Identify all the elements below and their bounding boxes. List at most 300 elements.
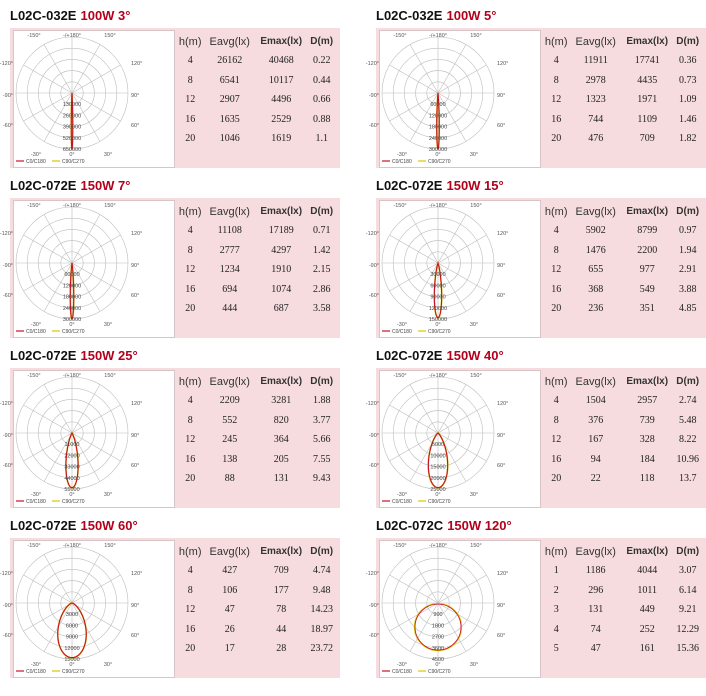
table-cell: 16 bbox=[551, 283, 562, 295]
column-header: Emax(lx) bbox=[626, 206, 669, 217]
polar-grid-spoke bbox=[72, 385, 100, 433]
table-cell: 12 bbox=[551, 94, 562, 106]
radial-tick-label: 120000 bbox=[428, 113, 448, 120]
radial-tick-label: 3600 bbox=[431, 645, 445, 652]
table-cell: 3281 bbox=[271, 395, 292, 407]
column-header: Emax(lx) bbox=[626, 36, 669, 47]
table-header-row bbox=[176, 372, 336, 391]
legend-label-c90-c270: C90/C270 bbox=[62, 159, 85, 165]
table-cell: 368 bbox=[588, 283, 604, 295]
polar-chart-svg bbox=[0, 371, 174, 507]
angle-label: -90° bbox=[368, 433, 379, 439]
angle-label: -90° bbox=[2, 603, 13, 609]
angle-label: 120° bbox=[131, 231, 143, 237]
angle-label: 90° bbox=[131, 603, 140, 609]
angle-label: -150° bbox=[393, 373, 407, 379]
column-header: D(m) bbox=[310, 546, 334, 557]
column-header: D(m) bbox=[676, 376, 700, 387]
table-row bbox=[542, 450, 702, 470]
polar-grid-spoke bbox=[72, 65, 120, 93]
legend-label-c90-c270: C90/C270 bbox=[428, 159, 451, 165]
table-row bbox=[542, 110, 702, 130]
panel-body bbox=[0, 198, 340, 338]
polar-diagram bbox=[0, 540, 175, 678]
column-header: D(m) bbox=[676, 546, 700, 557]
panel-title bbox=[376, 6, 497, 26]
angle-label: -150° bbox=[27, 543, 41, 549]
radial-tick-label: 180000 bbox=[428, 124, 448, 131]
table-header-row bbox=[542, 372, 702, 391]
table-cell: 4 bbox=[187, 565, 193, 577]
table-cell: 12 bbox=[185, 434, 196, 446]
table-cell: 10117 bbox=[268, 74, 294, 86]
table-cell: 2.74 bbox=[678, 395, 697, 407]
angle-label: -60° bbox=[2, 463, 13, 469]
polar-grid-spoke bbox=[24, 405, 72, 433]
table-cell: 4 bbox=[553, 225, 559, 237]
panel-title bbox=[10, 176, 131, 196]
table-row bbox=[542, 639, 702, 659]
polar-grid-spoke bbox=[72, 603, 120, 631]
table-cell: 4044 bbox=[637, 565, 658, 577]
table-cell: 0.22 bbox=[312, 55, 331, 67]
table-cell: 17189 bbox=[268, 225, 294, 237]
column-header: Eavg(lx) bbox=[209, 545, 250, 558]
column-header: Emax(lx) bbox=[260, 36, 303, 47]
table-row bbox=[542, 90, 702, 110]
radial-tick-label: 5000 bbox=[431, 442, 445, 449]
table-cell: 2209 bbox=[219, 395, 240, 407]
model-name: L02C-072E bbox=[10, 178, 77, 193]
radial-tick-label: 900 bbox=[433, 612, 443, 619]
table-cell: 4.74 bbox=[312, 565, 331, 577]
polar-grid-spoke bbox=[72, 235, 120, 263]
table-cell: 5 bbox=[553, 643, 559, 655]
table-cell: 20 bbox=[551, 473, 562, 485]
photometric-panel bbox=[0, 176, 340, 338]
table-cell: 12 bbox=[185, 264, 196, 276]
radial-tick-label: 650000 bbox=[62, 147, 82, 153]
angle-label: 0° bbox=[435, 492, 441, 498]
illuminance-table bbox=[542, 542, 702, 659]
photometric-panel bbox=[365, 176, 706, 338]
table-cell: 5.66 bbox=[312, 434, 331, 446]
column-header: Eavg(lx) bbox=[575, 375, 616, 388]
power-beam-spec: 150W 120° bbox=[447, 518, 512, 533]
panel-body bbox=[0, 368, 340, 508]
table-cell: 8 bbox=[553, 414, 559, 426]
table-cell: 4 bbox=[187, 395, 193, 407]
angle-label: -150° bbox=[27, 203, 41, 209]
table-cell: 12 bbox=[185, 94, 196, 106]
polar-grid-spoke bbox=[72, 405, 120, 433]
table-cell: 744 bbox=[588, 113, 604, 125]
table-cell: 655 bbox=[588, 264, 604, 276]
table-row bbox=[542, 411, 702, 431]
angle-label: 0° bbox=[69, 152, 75, 158]
angle-label: -30° bbox=[396, 152, 408, 158]
table-cell: 118 bbox=[639, 473, 655, 485]
polar-diagram bbox=[365, 540, 541, 678]
table-row bbox=[176, 51, 336, 71]
table-cell: 78 bbox=[276, 604, 287, 616]
table-cell: 245 bbox=[222, 434, 238, 446]
polar-grid-spoke bbox=[410, 555, 438, 603]
table-cell: 1.94 bbox=[678, 244, 697, 256]
power-beam-spec: 150W 25° bbox=[80, 348, 138, 363]
angle-label: 90° bbox=[497, 433, 506, 439]
angle-label: -120° bbox=[0, 571, 13, 577]
column-header: h(m) bbox=[544, 545, 568, 558]
column-header: D(m) bbox=[676, 206, 700, 217]
angle-label: -30° bbox=[396, 322, 408, 328]
polar-chart-svg bbox=[365, 541, 540, 677]
model-name: L02C-072E bbox=[10, 348, 77, 363]
table-row bbox=[542, 280, 702, 300]
table-cell: 5902 bbox=[585, 225, 606, 237]
table-cell: 8 bbox=[187, 584, 193, 596]
table-cell: 14.23 bbox=[310, 604, 333, 616]
angle-label: -30° bbox=[396, 492, 408, 498]
polar-diagram bbox=[0, 200, 175, 338]
table-cell: 161 bbox=[639, 643, 655, 655]
table-cell: 10.96 bbox=[676, 453, 699, 465]
table-cell: 2529 bbox=[271, 113, 292, 125]
polar-grid-spoke bbox=[410, 385, 438, 433]
table-cell: 2777 bbox=[219, 244, 240, 256]
radial-tick-label: 1800 bbox=[431, 623, 445, 630]
radial-tick-label: 2700 bbox=[431, 634, 445, 641]
table-cell: 8 bbox=[187, 414, 193, 426]
column-header: Eavg(lx) bbox=[209, 205, 250, 218]
table-cell: 351 bbox=[639, 303, 655, 315]
angle-label: -120° bbox=[365, 61, 379, 67]
table-cell: 4 bbox=[553, 55, 559, 67]
angle-label: 150° bbox=[470, 203, 482, 209]
table-cell: 12 bbox=[185, 604, 196, 616]
table-cell: 4435 bbox=[637, 74, 658, 86]
table-row bbox=[176, 581, 336, 601]
table-cell: 687 bbox=[273, 303, 289, 315]
angle-label: 150° bbox=[470, 33, 482, 39]
angle-label: 60° bbox=[131, 123, 140, 129]
radial-tick-label: 120000 bbox=[62, 283, 82, 290]
radial-tick-label: 9000 bbox=[65, 634, 79, 641]
column-header: Emax(lx) bbox=[626, 376, 669, 387]
table-cell: 1109 bbox=[637, 113, 658, 125]
angle-label: -60° bbox=[368, 293, 379, 299]
table-cell: 236 bbox=[588, 303, 604, 315]
illuminance-table bbox=[176, 32, 336, 149]
angle-label: 120° bbox=[497, 61, 509, 67]
angle-label: -30° bbox=[396, 662, 408, 668]
table-cell: 977 bbox=[639, 264, 655, 276]
radial-tick-label: 30000 bbox=[430, 272, 446, 279]
polar-grid-spoke bbox=[438, 575, 486, 603]
angle-label: 120° bbox=[497, 231, 509, 237]
table-cell: 16 bbox=[551, 113, 562, 125]
radial-tick-label: 120000 bbox=[428, 305, 448, 312]
polar-grid-spoke bbox=[438, 385, 466, 433]
table-cell: 4 bbox=[553, 395, 559, 407]
radial-tick-label: 11000 bbox=[64, 442, 80, 449]
table-cell: 26 bbox=[224, 623, 235, 635]
angle-label: 0° bbox=[435, 322, 441, 328]
column-header: h(m) bbox=[178, 375, 202, 388]
table-cell: 8 bbox=[187, 74, 193, 86]
table-cell: 17741 bbox=[634, 55, 660, 67]
table-cell: 18.97 bbox=[310, 623, 333, 635]
table-cell: 709 bbox=[639, 133, 655, 145]
panel-body bbox=[365, 198, 706, 338]
table-cell: 252 bbox=[639, 623, 655, 635]
column-header: Eavg(lx) bbox=[575, 205, 616, 218]
model-name: L02C-032E bbox=[10, 8, 77, 23]
table-cell: 0.44 bbox=[312, 74, 331, 86]
table-cell: 1619 bbox=[271, 133, 292, 145]
table-cell: 8.22 bbox=[678, 434, 697, 446]
panel-body bbox=[365, 538, 706, 678]
table-cell: 74 bbox=[590, 623, 601, 635]
table-cell: 0.97 bbox=[678, 225, 697, 237]
table-header-row bbox=[176, 542, 336, 561]
table-cell: 4297 bbox=[271, 244, 292, 256]
polar-grid-spoke bbox=[438, 603, 486, 631]
angle-label: -150° bbox=[393, 543, 407, 549]
table-row bbox=[542, 129, 702, 149]
polar-grid-spoke bbox=[438, 235, 486, 263]
table-cell: 5.48 bbox=[678, 414, 697, 426]
column-header: Eavg(lx) bbox=[209, 35, 250, 48]
polar-diagram bbox=[365, 370, 541, 508]
radial-tick-label: 60000 bbox=[430, 102, 446, 109]
column-header: h(m) bbox=[178, 205, 202, 218]
angle-label: -60° bbox=[368, 633, 379, 639]
table-cell: 138 bbox=[222, 453, 238, 465]
table-cell: 3.07 bbox=[678, 565, 697, 577]
table-cell: 1.1 bbox=[315, 133, 328, 145]
angle-label: -90° bbox=[368, 603, 379, 609]
polar-grid-spoke bbox=[72, 215, 100, 263]
angle-label: -60° bbox=[368, 123, 379, 129]
table-cell: 709 bbox=[273, 565, 289, 577]
illuminance-table bbox=[542, 202, 702, 319]
table-row bbox=[176, 260, 336, 280]
table-cell: 12 bbox=[551, 264, 562, 276]
angle-label: -/+180° bbox=[429, 33, 447, 39]
table-cell: 4 bbox=[187, 225, 193, 237]
table-cell: 44 bbox=[276, 623, 287, 635]
table-row bbox=[176, 90, 336, 110]
column-header: D(m) bbox=[310, 376, 334, 387]
angle-label: 150° bbox=[104, 373, 116, 379]
table-cell: 6541 bbox=[219, 74, 240, 86]
polar-chart-svg bbox=[0, 541, 174, 677]
angle-label: 60° bbox=[497, 633, 506, 639]
table-cell: 205 bbox=[273, 453, 289, 465]
polar-grid-spoke bbox=[72, 555, 100, 603]
table-row bbox=[176, 110, 336, 130]
table-cell: 739 bbox=[639, 414, 655, 426]
panel-title bbox=[10, 6, 131, 26]
angle-label: -90° bbox=[2, 93, 13, 99]
polar-grid-spoke bbox=[438, 45, 466, 93]
column-header: Emax(lx) bbox=[260, 376, 303, 387]
angle-label: 90° bbox=[131, 93, 140, 99]
legend-label-c90-c270: C90/C270 bbox=[62, 329, 85, 335]
angle-label: -60° bbox=[2, 293, 13, 299]
angle-label: 90° bbox=[131, 433, 140, 439]
column-header: Emax(lx) bbox=[626, 546, 669, 557]
table-cell: 8 bbox=[553, 74, 559, 86]
table-cell: 13.7 bbox=[678, 473, 697, 485]
table-cell: 549 bbox=[639, 283, 655, 295]
angle-label: 30° bbox=[469, 152, 479, 158]
table-cell: 1.82 bbox=[678, 133, 697, 145]
table-cell: 8 bbox=[187, 244, 193, 256]
polar-chart-svg bbox=[0, 201, 174, 337]
table-cell: 28 bbox=[276, 643, 287, 655]
table-row bbox=[176, 241, 336, 261]
table-row bbox=[176, 639, 336, 659]
panel-body bbox=[365, 28, 706, 168]
model-name: L02C-072E bbox=[376, 348, 443, 363]
table-header-row bbox=[542, 202, 702, 221]
angle-label: -90° bbox=[368, 93, 379, 99]
angle-label: 30° bbox=[469, 492, 479, 498]
table-cell: 16 bbox=[185, 453, 196, 465]
angle-label: 60° bbox=[497, 123, 506, 129]
angle-label: -120° bbox=[365, 231, 379, 237]
table-cell: 167 bbox=[588, 434, 604, 446]
table-cell: 9.43 bbox=[312, 473, 331, 485]
column-header: h(m) bbox=[178, 545, 202, 558]
angle-label: -120° bbox=[0, 61, 13, 67]
angle-label: 150° bbox=[104, 543, 116, 549]
table-cell: 11108 bbox=[217, 225, 242, 237]
illuminance-table bbox=[542, 32, 702, 149]
photometric-panel bbox=[365, 6, 706, 168]
table-cell: 1234 bbox=[219, 264, 240, 276]
table-cell: 47 bbox=[224, 604, 235, 616]
table-row bbox=[542, 71, 702, 91]
table-row bbox=[176, 411, 336, 431]
illuminance-table bbox=[176, 202, 336, 319]
table-cell: 296 bbox=[588, 584, 604, 596]
panel-title bbox=[376, 176, 504, 196]
legend-label-c90-c270: C90/C270 bbox=[428, 669, 451, 675]
table-row bbox=[176, 71, 336, 91]
table-cell: 20 bbox=[551, 133, 562, 145]
angle-label: -60° bbox=[368, 463, 379, 469]
angle-label: -90° bbox=[2, 263, 13, 269]
angle-label: -/+180° bbox=[429, 203, 447, 209]
table-cell: 1323 bbox=[585, 94, 606, 106]
illuminance-table bbox=[542, 372, 702, 489]
radial-tick-label: 390000 bbox=[62, 124, 82, 131]
angle-label: -/+180° bbox=[429, 373, 447, 379]
column-header: Eavg(lx) bbox=[575, 35, 616, 48]
table-cell: 820 bbox=[273, 414, 289, 426]
table-cell: 2.91 bbox=[678, 264, 697, 276]
table-cell: 476 bbox=[588, 133, 604, 145]
panel-body bbox=[0, 538, 340, 678]
table-cell: 1.46 bbox=[678, 113, 697, 125]
polar-grid-spoke bbox=[72, 45, 100, 93]
radial-tick-label: 240000 bbox=[428, 135, 448, 142]
radial-tick-label: 150000 bbox=[428, 317, 448, 323]
table-cell: 1046 bbox=[219, 133, 240, 145]
column-header: Eavg(lx) bbox=[209, 375, 250, 388]
table-cell: 2200 bbox=[637, 244, 658, 256]
angle-label: 60° bbox=[131, 293, 140, 299]
table-row bbox=[542, 221, 702, 241]
table-cell: 1971 bbox=[637, 94, 658, 106]
table-row bbox=[542, 561, 702, 581]
table-cell: 17 bbox=[224, 643, 235, 655]
table-cell: 3.88 bbox=[678, 283, 697, 295]
table-row bbox=[176, 391, 336, 411]
table-row bbox=[176, 600, 336, 620]
radial-tick-label: 15000 bbox=[64, 657, 80, 663]
table-cell: 2 bbox=[553, 584, 559, 596]
table-cell: 20 bbox=[551, 303, 562, 315]
column-header: h(m) bbox=[544, 205, 568, 218]
table-row bbox=[542, 469, 702, 489]
table-row bbox=[542, 600, 702, 620]
radial-tick-label: 3000 bbox=[65, 612, 79, 619]
polar-grid-spoke bbox=[438, 405, 486, 433]
angle-label: -150° bbox=[27, 33, 41, 39]
photometric-panel bbox=[0, 346, 340, 508]
radial-tick-label: 20000 bbox=[430, 475, 446, 482]
photometric-panel bbox=[365, 346, 706, 508]
radial-tick-label: 25000 bbox=[430, 487, 446, 493]
table-row bbox=[542, 51, 702, 71]
angle-label: -120° bbox=[365, 571, 379, 577]
legend-label-c0-c180: C0/C180 bbox=[26, 499, 46, 505]
table-cell: 8799 bbox=[637, 225, 658, 237]
angle-label: -60° bbox=[2, 633, 13, 639]
polar-grid-spoke bbox=[44, 555, 72, 603]
table-cell: 364 bbox=[273, 434, 289, 446]
angle-label: -30° bbox=[30, 152, 42, 158]
power-beam-spec: 150W 15° bbox=[446, 178, 504, 193]
polar-diagram bbox=[365, 30, 541, 168]
table-row bbox=[176, 299, 336, 319]
table-cell: 20 bbox=[185, 643, 196, 655]
angle-label: -120° bbox=[0, 231, 13, 237]
table-cell: 0.88 bbox=[312, 113, 331, 125]
polar-grid-spoke bbox=[72, 575, 120, 603]
table-cell: 3 bbox=[553, 604, 559, 616]
polar-grid-spoke bbox=[24, 65, 72, 93]
legend-label-c90-c270: C90/C270 bbox=[62, 499, 85, 505]
table-cell: 16 bbox=[185, 623, 196, 635]
table-cell: 11911 bbox=[583, 55, 608, 67]
panel-title bbox=[10, 516, 138, 536]
angle-label: -30° bbox=[30, 492, 42, 498]
table-cell: 1186 bbox=[585, 565, 606, 577]
table-cell: 184 bbox=[639, 453, 655, 465]
table-row bbox=[176, 129, 336, 149]
model-name: L02C-032E bbox=[376, 8, 443, 23]
table-cell: 40468 bbox=[268, 55, 294, 67]
angle-label: -/+180° bbox=[63, 203, 81, 209]
table-cell: 444 bbox=[222, 303, 238, 315]
radial-tick-label: 300000 bbox=[62, 317, 82, 323]
power-beam-spec: 150W 40° bbox=[446, 348, 504, 363]
